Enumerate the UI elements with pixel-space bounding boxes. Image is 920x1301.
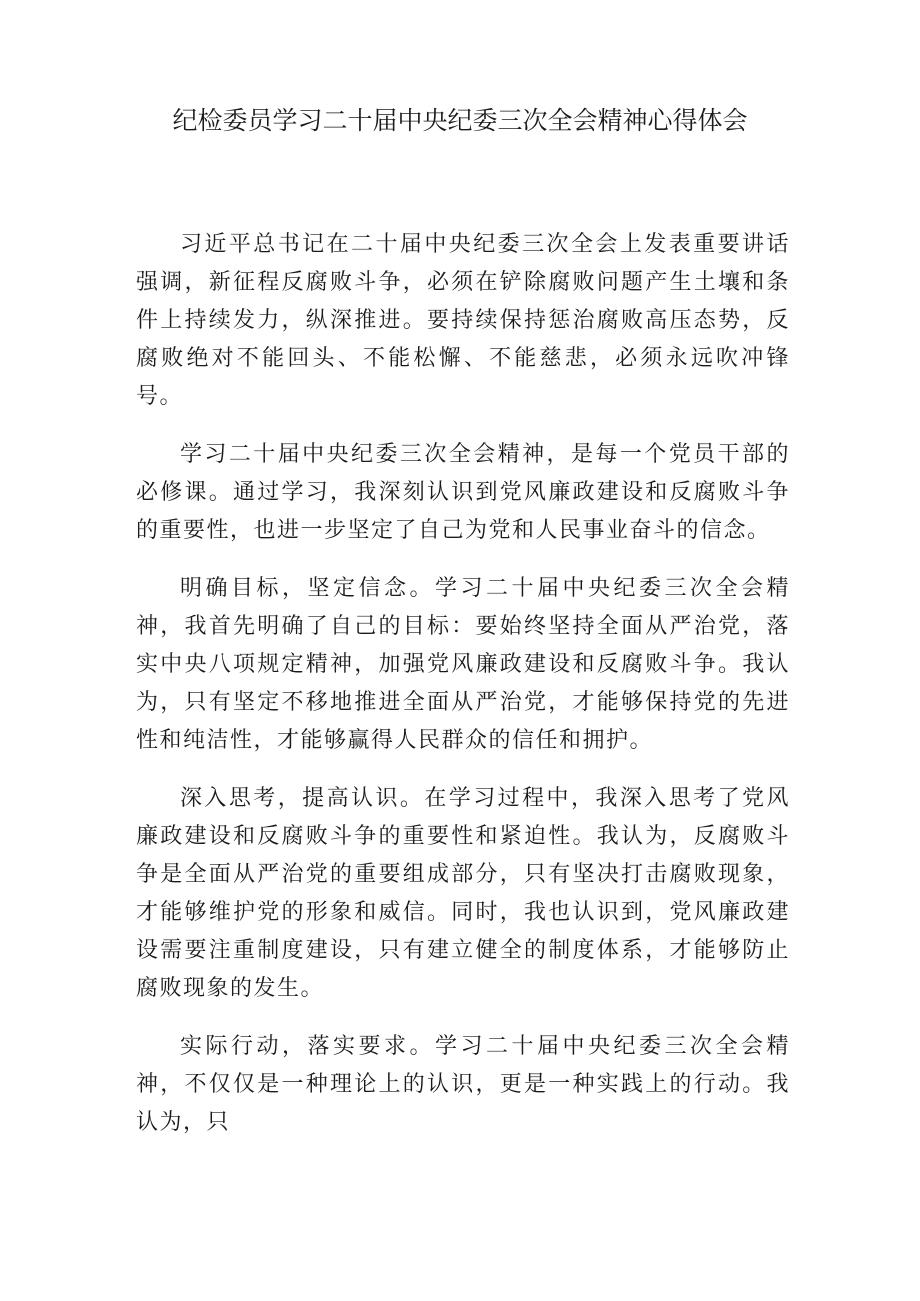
paragraph-3: 明确目标，坚定信念。学习二十届中央纪委三次全会精神，我首先明确了自己的目标：要始终坚持全面从严治党，落实中央八项规定精神，加强党风廉政建设和反腐败斗争。我认为，只有坚定不移地推进全面从严治党，才能够保持党的先进性和纯洁性，才能够赢得人民群众的信任和拥护。 xyxy=(136,576,790,753)
document-title: 纪检委员学习二十届中央纪委三次全会精神心得体会 xyxy=(172,106,748,135)
paragraph-5: 实际行动，落实要求。学习二十届中央纪委三次全会精神，不仅仅是一种理论上的认识，更是一种实践上的行动。我认为，只 xyxy=(136,1034,790,1135)
paragraph-2: 学习二十届中央纪委三次全会精神，是每一个党员干部的必修课。通过学习，我深刻认识到党风廉政建设和反腐败斗争的重要性，也进一步坚定了自己为党和人民事业奋斗的信念。 xyxy=(136,442,790,543)
document-body xyxy=(136,226,790,1162)
paragraph-1: 习近平总书记在二十届中央纪委三次全会上发表重要讲话强调，新征程反腐败斗争，必须在铲除腐败问题产生土壤和条件上持续发力，纵深推进。要持续保持惩治腐败高压态势，反腐败绝对不能回头、不能松懈、不能慈悲，必须永远吹冲锋号。 xyxy=(136,232,790,409)
paragraph-4: 深入思考，提高认识。在学习过程中，我深入思考了党风廉政建设和反腐败斗争的重要性和紧迫性。我认为，反腐败斗争是全面从严治党的重要组成部分，只有坚决打击腐败现象，才能够维护党的形象和威信。同时，我也认识到，党风廉政建设需要注重制度建设，只有建立健全的制度体系，才能够防止腐败现象的发生。 xyxy=(136,786,790,1001)
